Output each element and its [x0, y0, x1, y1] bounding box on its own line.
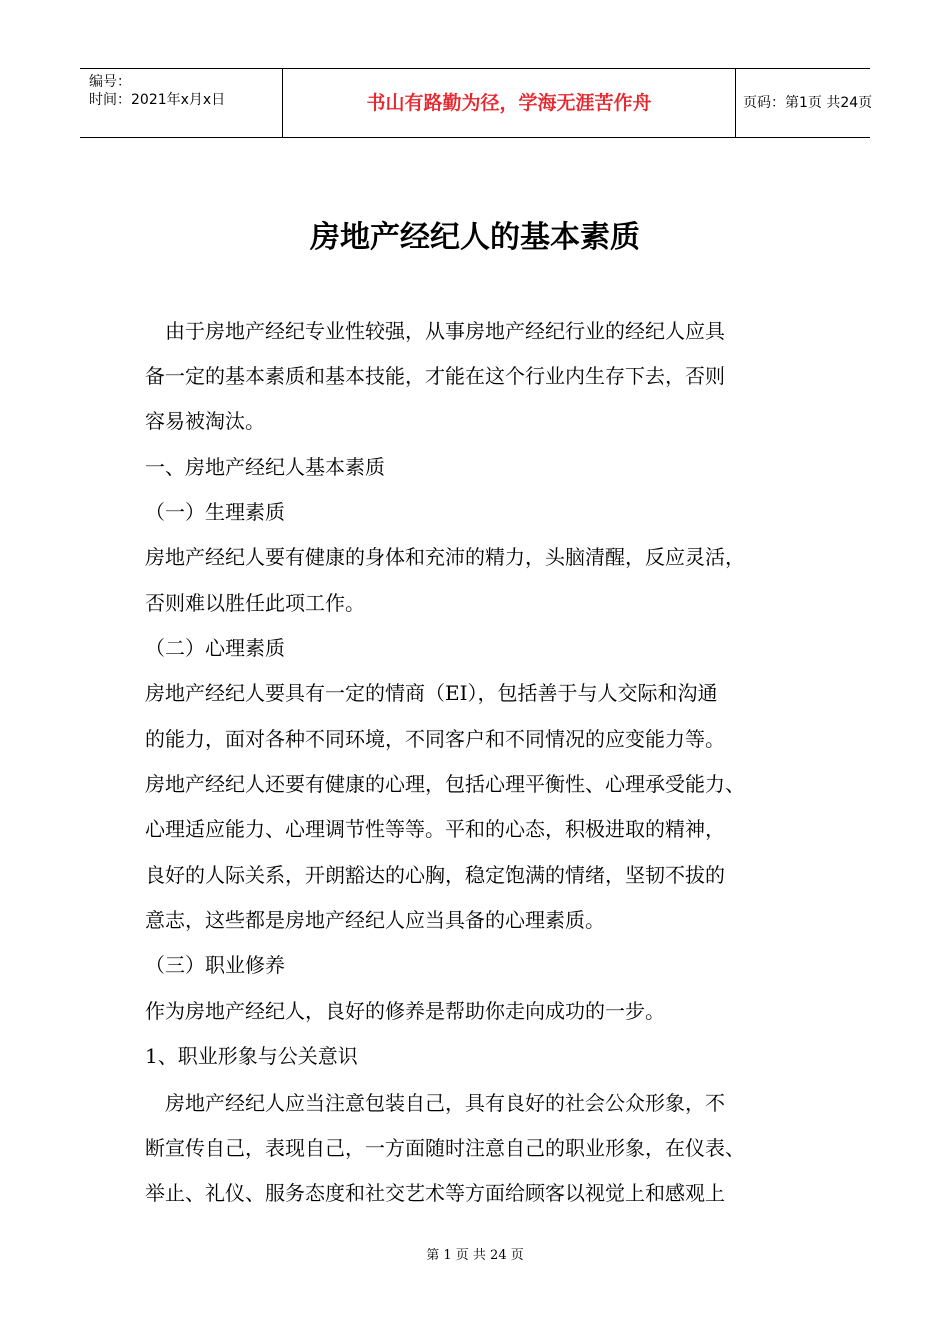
body-line: 良好的人际关系，开朗豁达的心胸，稳定饱满的情绪，坚韧不拔的 [145, 863, 725, 887]
subsection-heading: 1、职业形象与公关意识 [145, 1044, 358, 1068]
header-info-cell [80, 69, 282, 137]
section-heading: 一、房地产经纪人基本素质 [145, 455, 385, 479]
body-line: 的能力，面对各种不同环境，不同客户和不同情况的应变能力等。 [145, 727, 725, 751]
body-line: 意志，这些都是房地产经纪人应当具备的心理素质。 [145, 908, 605, 932]
body-line: 房地产经纪人要具有一定的情商（EI），包括善于与人交际和沟通 [145, 681, 718, 705]
header-motto-cell [282, 69, 736, 137]
subsection-heading: （一）生理素质 [145, 500, 285, 524]
body-line: 否则难以胜任此项工作。 [145, 591, 365, 615]
document-time-label: 时间：2021年x月x日 [89, 92, 226, 108]
header-table [80, 68, 873, 138]
body-line: 断宣传自己，表现自己，一方面随时注意自己的职业形象，在仪表、 [145, 1136, 745, 1160]
body-line: 心理适应能力、心理调节性等等。平和的心态，积极进取的精神， [145, 817, 725, 841]
body-line: 举止、礼仪、服务态度和社交艺术等方面给顾客以视觉上和感观上 [145, 1181, 725, 1205]
subsection-heading: （二）心理素质 [145, 636, 285, 660]
header-motto: 书山有路勤为径，学海无涯苦作舟 [366, 92, 652, 114]
body-line: 容易被淘汰。 [145, 409, 265, 433]
header-page-cell [735, 69, 873, 137]
body-line: 房地产经纪人还要有健康的心理，包括心理平衡性、心理承受能力、 [145, 772, 745, 796]
body-line: 房地产经纪人应当注意包装自己，具有良好的社会公众形象，不 [165, 1091, 725, 1115]
document-number-label: 编号： [89, 74, 131, 90]
body-line: 由于房地产经纪专业性较强，从事房地产经纪行业的经纪人应具 [165, 319, 725, 343]
header-page-info: 页码：第1页 共24页 [743, 95, 873, 111]
page-footer: 第 1 页 共 24 页 [426, 1248, 524, 1263]
body-line: 备一定的基本素质和基本技能，才能在这个行业内生存下去，否则 [145, 364, 725, 388]
document-title: 房地产经纪人的基本素质 [310, 220, 640, 255]
subsection-heading: （三）职业修养 [145, 953, 285, 977]
body-line: 房地产经纪人要有健康的身体和充沛的精力，头脑清醒，反应灵活， [145, 545, 745, 569]
body-line: 作为房地产经纪人，良好的修养是帮助你走向成功的一步。 [145, 999, 665, 1023]
